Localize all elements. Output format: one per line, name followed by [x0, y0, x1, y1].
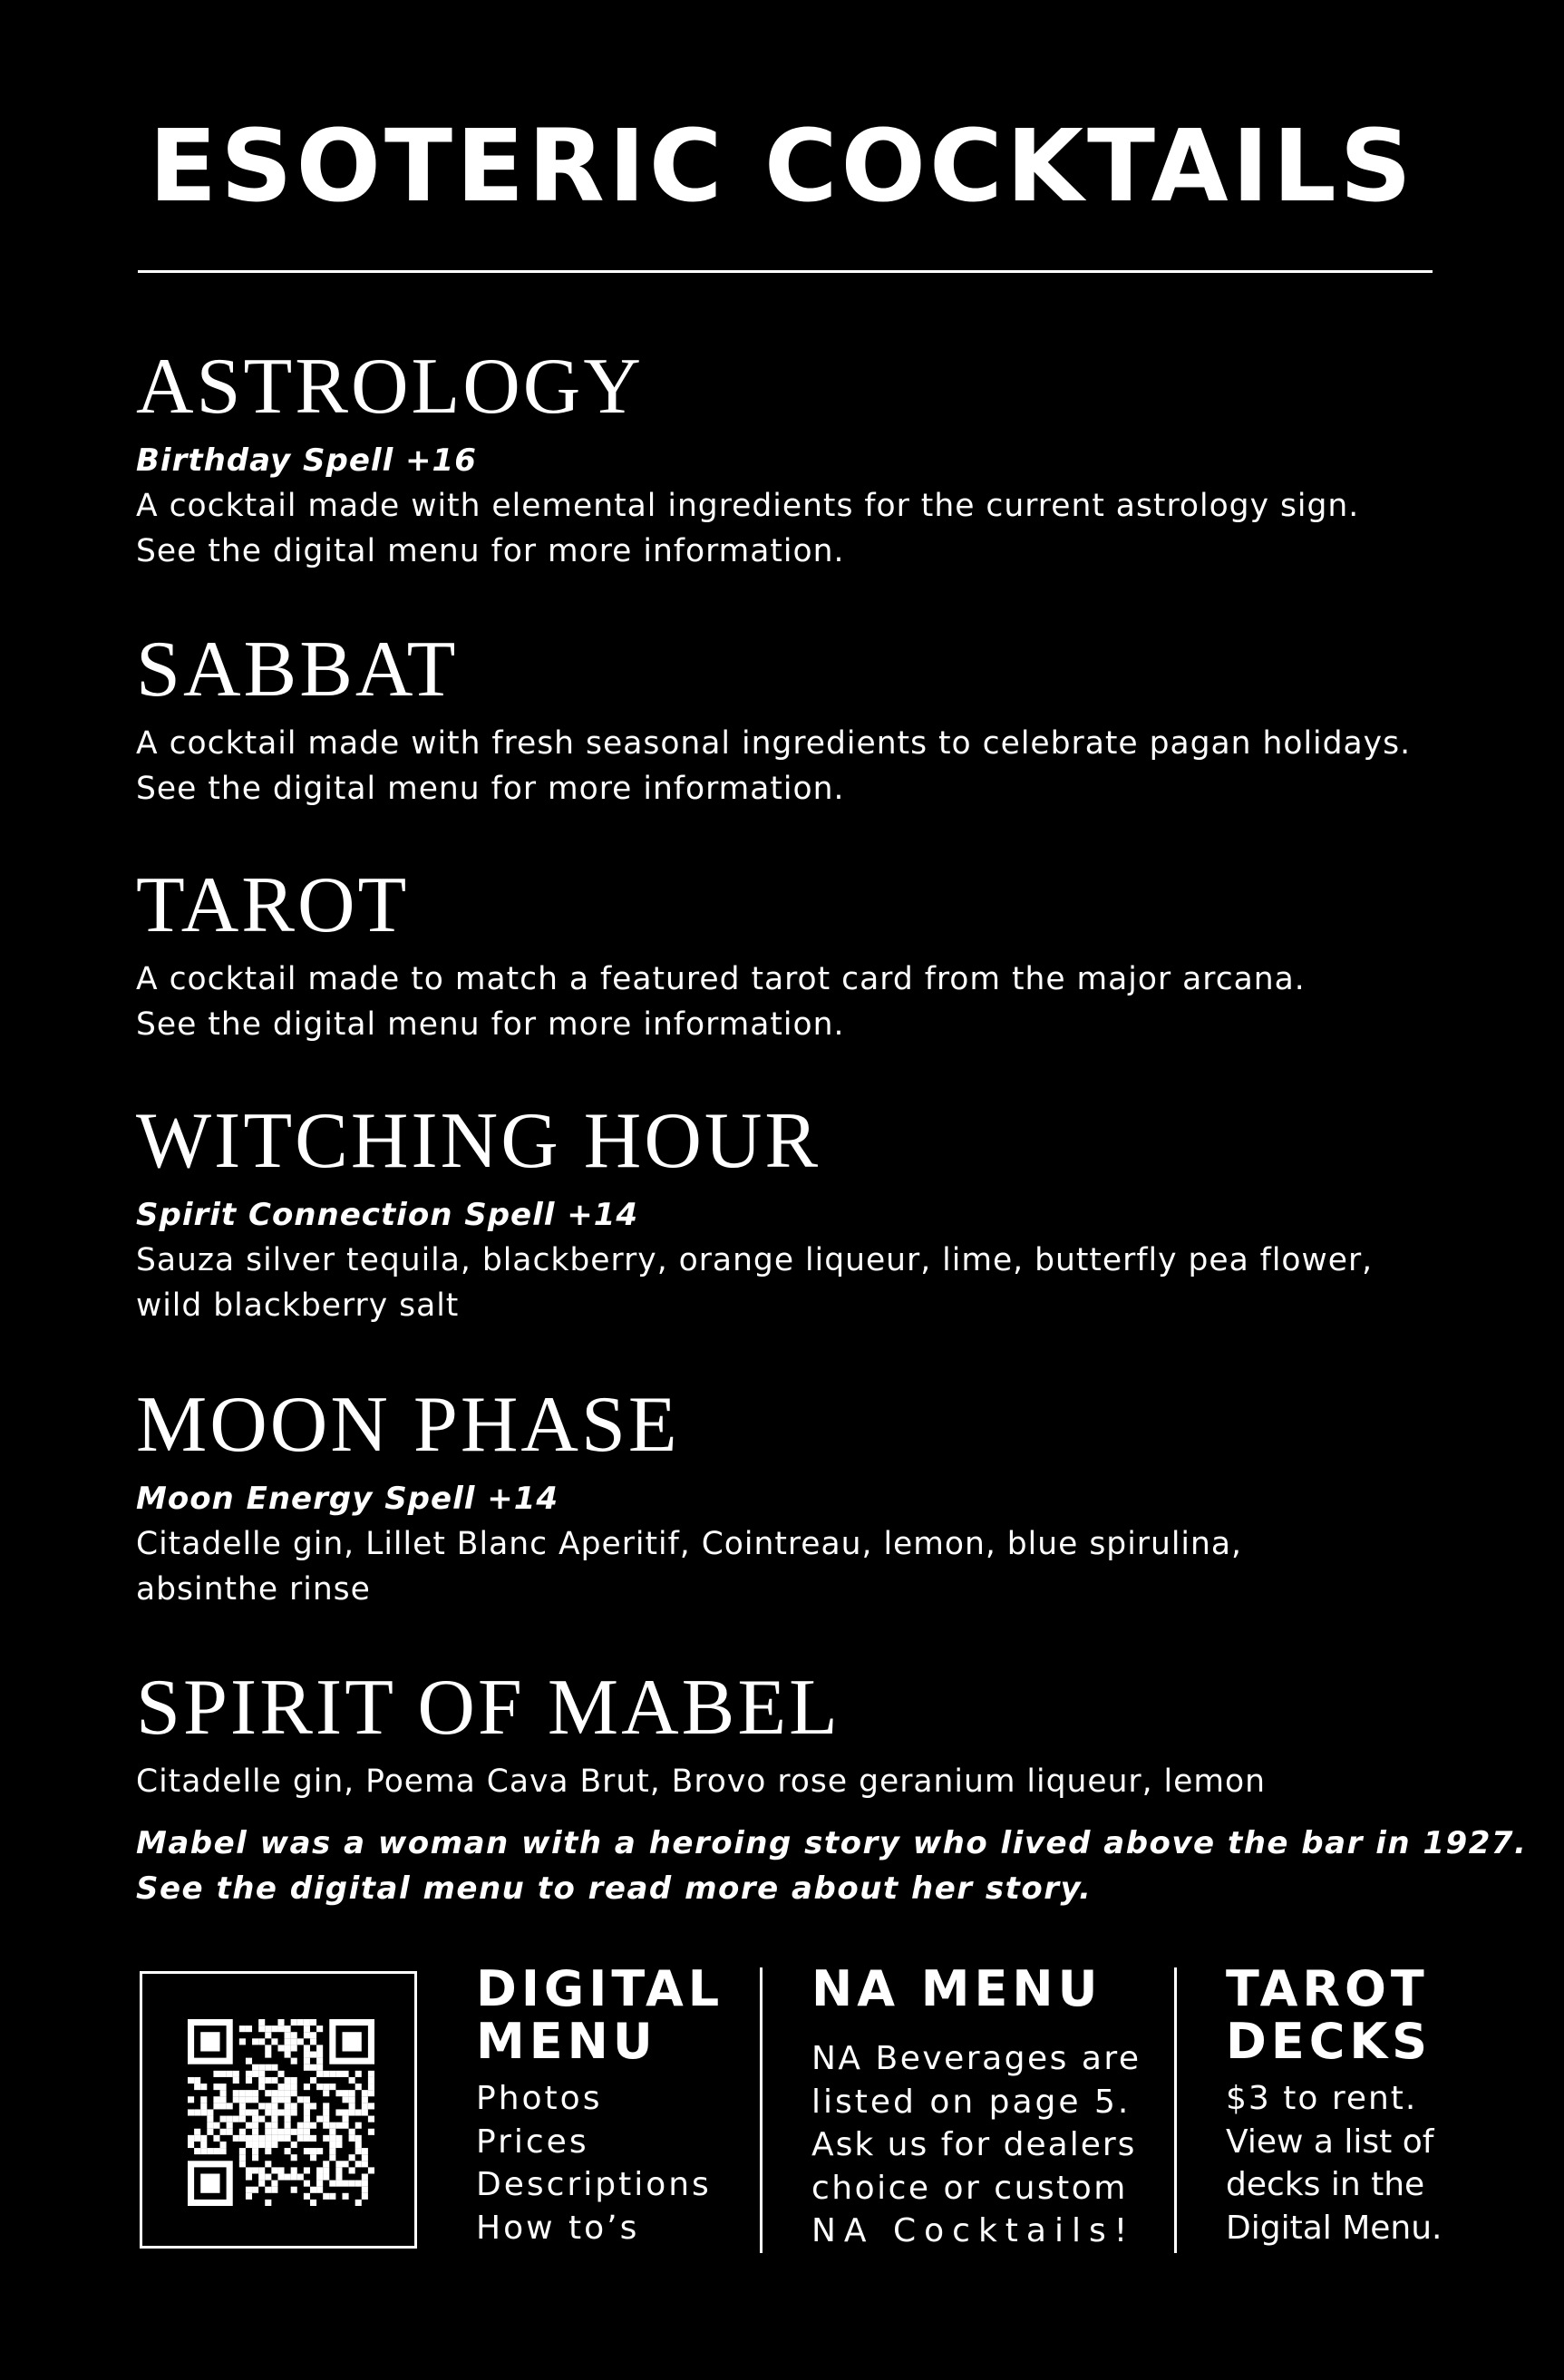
column-divider: [760, 1967, 763, 2253]
column-line: decks in the: [1226, 2166, 1425, 2203]
section-title: ASTROLOGY: [136, 343, 644, 431]
description-line: Citadelle gin, Poema Cava Brut, Brovo rose geranium liqueur, lemon: [136, 1763, 1266, 1800]
section-title: SPIRIT OF MABEL: [136, 1664, 840, 1752]
description-line: Sauza silver tequila, blackberry, orange liqueur, lime, butterfly pea flower,: [136, 1242, 1374, 1278]
description-line: See the digital menu for more information.: [136, 771, 845, 807]
column-line: How to’s: [476, 2209, 640, 2247]
column-heading: NA MENU: [811, 1960, 1103, 2017]
description-line: See the digital menu for more information.: [136, 1006, 845, 1043]
menu-title: ESOTERIC COCKTAILS: [149, 108, 1415, 224]
description-line: Citadelle gin, Lillet Blanc Aperitif, Cointreau, lemon, blue spirulina,: [136, 1526, 1242, 1562]
description-line: absinthe rinse: [136, 1571, 371, 1608]
column-line: Ask us for dealers: [811, 2126, 1137, 2163]
column-line: NA Cocktails!: [811, 2212, 1136, 2249]
column-line: NA Beverages are: [811, 2040, 1141, 2077]
column-line: Descriptions: [476, 2166, 712, 2203]
column-line: Digital Menu.: [1226, 2209, 1443, 2247]
section-title: SABBAT: [136, 626, 459, 714]
spell-name: Spirit Connection Spell +14: [136, 1197, 639, 1233]
qr-code-frame[interactable]: [140, 1971, 417, 2249]
column-heading: TAROT: [1226, 1960, 1429, 2017]
description-line: A cocktail made to match a featured tarot card from the major arcana.: [136, 961, 1306, 997]
column-heading: DIGITAL: [476, 1960, 724, 2017]
description-line: A cocktail made with fresh seasonal ingredients to celebrate pagan holidays.: [136, 725, 1412, 762]
column-line: $3 to rent.: [1226, 2080, 1418, 2117]
qr-code-icon[interactable]: [188, 2019, 374, 2206]
section-sabbat: [136, 626, 1442, 811]
section-title: MOON PHASE: [136, 1381, 680, 1469]
column-heading: MENU: [476, 2013, 657, 2070]
column-divider: [1174, 1967, 1177, 2253]
section-tarot: [136, 861, 1442, 1047]
story-note-line: See the digital menu to read more about her story.: [136, 1870, 1093, 1907]
column-line: listed on page 5.: [811, 2083, 1132, 2121]
column-line: View a list of: [1226, 2123, 1434, 2161]
column-heading: DECKS: [1226, 2013, 1433, 2070]
section-astrology: [136, 343, 1442, 574]
description-line: A cocktail made with elemental ingredients for the current astrology sign.: [136, 488, 1360, 524]
section-moon-phase: [136, 1381, 1442, 1612]
column-line: choice or custom: [811, 2169, 1128, 2207]
digital-menu-column: [476, 1960, 724, 2249]
spell-name: Moon Energy Spell +14: [136, 1481, 559, 1517]
section-title: TAROT: [136, 861, 410, 949]
section-title: WITCHING HOUR: [136, 1097, 821, 1185]
spell-name: Birthday Spell +16: [136, 442, 477, 479]
na-menu-column: [811, 1960, 1141, 2253]
section-spirit-of-mabel: [136, 1664, 1528, 1911]
description-line: wild blackberry salt: [136, 1287, 460, 1324]
tarot-decks-column: [1226, 1960, 1443, 2249]
description-line: See the digital menu for more information.: [136, 533, 845, 569]
column-line: Prices: [476, 2123, 589, 2161]
story-note-line: Mabel was a woman with a heroing story who lived above the bar in 1927.: [136, 1825, 1528, 1861]
column-line: Photos: [476, 2080, 603, 2117]
section-witching-hour: [136, 1097, 1442, 1328]
title-divider: [138, 270, 1433, 273]
